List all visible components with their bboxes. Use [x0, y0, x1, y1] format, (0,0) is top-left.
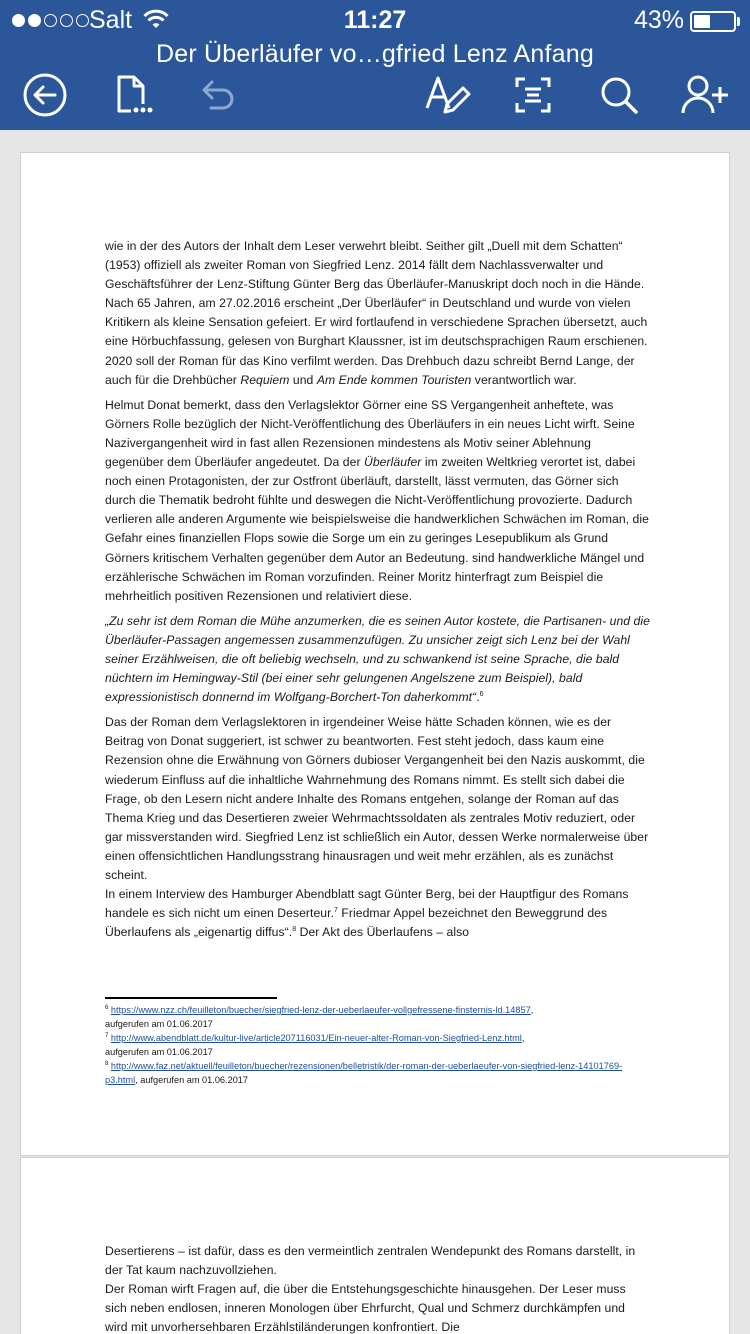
document-page[interactable] [20, 152, 730, 1156]
search-icon [598, 74, 640, 116]
battery-percent: 43% [634, 6, 685, 34]
status-bar [0, 0, 750, 40]
undo-icon [196, 76, 238, 114]
document-page[interactable] [20, 1157, 730, 1334]
edit-text-icon [423, 72, 471, 118]
footnotes [105, 1003, 650, 1087]
document-more-icon [111, 73, 153, 117]
paragraph: Der Roman wirft Fragen auf, die über die Entstehungsgeschichte hinausgehen. Der Leser muss sich neben endlosen, inneren Monologen über Ehrfurcht, Qual und Schmerz durchkämpfen und wird mit unvorhersehbaren Erzählstiländerungen konfrontiert. Die [105, 1282, 626, 1334]
carrier-name: Salt [89, 6, 133, 34]
footnote-ref[interactable]: 8 [292, 926, 297, 934]
paragraph: Das der Roman dem Verlagslektoren in irgendeiner Weise hätte Schaden können, wie es der Beitrag von Donat suggeriert, ist schwer zu beantworten. Fest steht jedoch, dass kaum eine Rezension ohne die Erwähnung von Görners dubioser Vergangenheit bei den Nazis auskommt, die wiederum Einfluss auf die inhaltliche Wahrnehmung des Romans nimmt. Es stellt sich dabei die Frage, ob den Lesern nicht andere Inhalte des Romans entgehen, solange der Roman auf das Thema Krieg und das Desertieren zweier Wehrmachtssoldaten als zentrales Motiv reduziert, oder gar missverstanden wird. Siegfried Lenz ist schließlich ein Autor, dessen Werke normalerweise über einen offensichtlichen Handlungsstrang hinausragen und weit mehr erzählen, als es zunächst scheint. [105, 715, 649, 882]
footnote-link[interactable]: https://www.nzz.ch/feuilleton/buecher/siegfried-lenz-der-ueberlaeufer-vollgefressene-finsternis-ld.14857 [110, 1005, 531, 1015]
undo-button[interactable] [192, 70, 242, 120]
page-body [105, 1242, 650, 1334]
footnote-link[interactable]: http://www.abendblatt.de/kultur-live/article207116031/Ein-neuer-alter-Roman-von-Siegfried-Lenz.html [110, 1033, 522, 1043]
share-button[interactable] [680, 70, 730, 120]
quote-paragraph: „Zu sehr ist dem Roman die Mühe anzumerken, die es seinen Autor kostete, die Partisanen- und die Überläufer-Passagen angemessen zusammenzufügen. Zu unsicher zeigt sich Lenz bei der Wahl seiner Erzählweisen, die oft beliebig wechseln, und zu schwankend ist seine Sprache, die bald nüchtern im Hemingway-Stil (bei einer sehr gelungenen Angelszene zum Beispiel), bald expressionistisch donnernd im Wolfgang-Borchert-Ton daherkommt“.$^6$ [105, 613, 650, 705]
reading-mode-icon [513, 75, 553, 115]
paragraph: Desertierens – ist dafür, dass es den vermeintlich zentralen Wendepunkt des Romans darstellt, in der Tat kaum nachzuvollziehen. [105, 1244, 636, 1278]
footnote: $^6$ https://www.nzz.ch/feuilleton/buecher/siegfried-lenz-der-ueberlaeufer-vollgefressene-finsternis-ld.14857, aufgerufen am 01.06.2017 [105, 1004, 534, 1029]
footnote: $^8$ http://www.faz.net/aktuell/feuilleton/buecher/rezensionen/belletristik/der-roman-der-ueberlaeufer-von-siegfried-lenz-14101769-p3.html, aufgerufen am 01.06.2017 [105, 1060, 623, 1085]
paragraph: Helmut Donat bemerkt, dass den Verlagslektor Görner eine SS Vergangenheit anheftete, was Görners Rolle bezüglich der Nicht-Veröffentlichung des Überläufers in ein neues Licht wirft. Seine Nazivergangenheit wird in fast allen Rezensionen mindestens als Motiv seiner Ablehnung gegenüber dem Überläufer angedeutet. Da der Überläufer im zweiten Weltkrieg verortet ist, dabei noch einen Protagonisten, der zur Ostfront überläuft, darstellt, lässt vermuten, das Görner sich durch die Thematik bedroht fühlte und deswegen die Nicht-Veröffentlichung provozierte. Dadurch verlieren alle anderen Argumente wie beispielsweise die handwerklichen Schwächen im Roman, die Gefahr eines finanziellen Flops sowie die Sorge um ein zu geringes Lesepublikum als Grund Görners kritischem Verhalten gegenüber dem Autor an Bedeutung. sind handwerkliche Mängel und erzählerische Schwächen im Roman vorzufinden. Reiner Moritz hinterfragt zum Beispiel die mehrheitlich positiven Rezensionen und relativiert diese. [105, 397, 649, 603]
back-arrow-circle-icon [22, 72, 68, 118]
document-title[interactable]: Der Überläufer vo…gfried Lenz Anfang [156, 40, 594, 68]
back-button[interactable] [20, 70, 70, 120]
paragraph: wie in der des Autors der Inhalt dem Leser verwehrt bleibt. Seither gilt „Duell mit dem Schatten“ (1953) offiziell als zweiter Roman von Siegfried Lenz. 2014 fällt dem Nachlassverwalter und Geschäftsführer der Lenz-Stiftung Günter Berg das Überläufer-Manuskript doch noch in die Hände. Nach 65 Jahren, am 27.02.2016 erscheint „Der Überläufer“ in Deutschland und wurde von vielen Kritikern als kleine Sensation gefeiert. Er wird fortlaufend in verschiedene Sprachen übersetzt, auch eine Hörbuchfassung, gelesen von Burghart Klaussner, ist im deutschsprachigen Raum erschienen. 2020 soll der Roman für das Kino verfilmt werden. Das Drehbuch dazu schreibt Bernd Lange, der auch für die Drehbücher Requiem und Am Ende kommen Touristen verantwortlich war. [105, 239, 648, 387]
reading-mode-button[interactable] [508, 70, 558, 120]
search-button[interactable] [594, 70, 644, 120]
app-header [0, 0, 750, 130]
file-menu-button[interactable] [107, 70, 157, 120]
footnote-separator [105, 997, 277, 999]
footnote-ref[interactable]: 6 [479, 691, 484, 699]
footnote-link[interactable]: http://www.faz.net/aktuell/feuilleton/buecher/rezensionen/belletristik/der-roman-der-ueberlaeufer-von-siegfried-lenz-14101769-p3.html [105, 1061, 623, 1085]
battery-icon [690, 11, 736, 32]
page-body [105, 237, 650, 948]
add-person-icon [680, 73, 730, 117]
status-time: 11:27 [343, 6, 407, 34]
footnote: $^7$ http://www.abendblatt.de/kultur-live/article207116031/Ein-neuer-alter-Roman-von-Siegfried-Lenz.html, aufgerufen am 01.06.2017 [105, 1032, 525, 1057]
footnote-ref[interactable]: 7 [334, 907, 338, 915]
paragraph: In einem Interview des Hamburger Abendblatt sagt Günter Berg, bei der Hauptfigur des Romans handele es sich nicht um einen Deserteur.$^7$ Friedmar Appel bezeichnet den Beweggrund des Überlaufens als „eigenartig diffus“.$^8$ Der Akt des Überlaufens – also [105, 887, 629, 940]
edit-button[interactable] [422, 70, 472, 120]
